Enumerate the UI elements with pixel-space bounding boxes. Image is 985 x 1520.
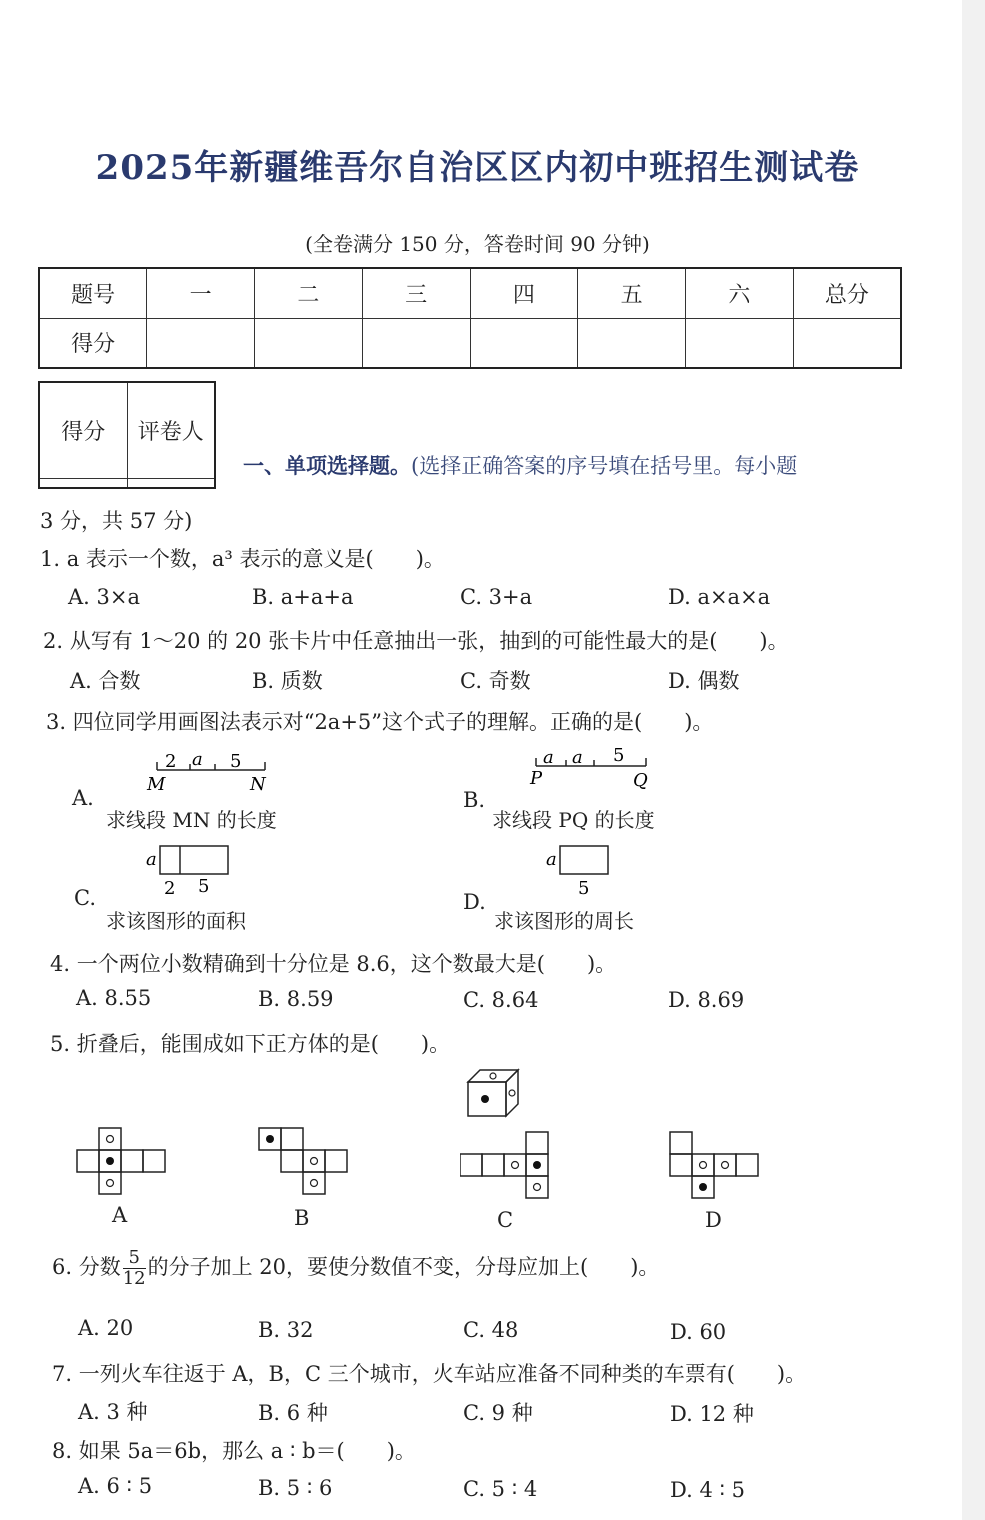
cube-reference-diagram xyxy=(460,1062,530,1122)
question-3-stem: 3. 四位同学用画图法表示对“2a+5”这个式子的理解。正确的是( )。 xyxy=(46,710,714,734)
score-cell[interactable] xyxy=(147,318,255,368)
score-header-cell: 四 xyxy=(470,268,578,318)
score-cell[interactable] xyxy=(578,318,686,368)
segment-pq-diagram xyxy=(528,744,658,794)
cube-net-d[interactable] xyxy=(666,1128,761,1203)
question-2-option-b[interactable]: B. 质数 xyxy=(252,669,323,693)
segment-mn-diagram xyxy=(145,748,275,798)
question-2-option-c[interactable]: C. 奇数 xyxy=(460,669,531,693)
cube-net-a[interactable] xyxy=(75,1122,170,1197)
question-5-option-c[interactable]: C xyxy=(497,1208,514,1232)
question-4-option-c[interactable]: C. 8.64 xyxy=(463,988,539,1012)
page-edge-shadow xyxy=(962,0,985,1520)
question-3-caption-b: 求线段 PQ 的长度 xyxy=(492,808,655,832)
question-5-option-d[interactable]: D xyxy=(705,1208,722,1232)
question-5-stem: 5. 折叠后，能围成如下正方体的是( )。 xyxy=(50,1032,451,1056)
question-4-option-a[interactable]: A. 8.55 xyxy=(76,986,152,1010)
grader-table xyxy=(38,381,216,489)
question-5-option-b[interactable]: B xyxy=(294,1206,310,1230)
question-7-option-b[interactable]: B. 6 种 xyxy=(258,1401,328,1425)
score-header-cell: 总分 xyxy=(793,268,901,318)
question-6-option-c[interactable]: C. 48 xyxy=(463,1318,519,1342)
question-3-caption-a: 求线段 MN 的长度 xyxy=(106,808,277,832)
segment-label: a xyxy=(572,747,583,768)
fraction-numerator: 5 xyxy=(123,1248,146,1269)
question-3-caption-c: 求该图形的面积 xyxy=(106,909,246,933)
question-7-option-c[interactable]: C. 9 种 xyxy=(463,1401,533,1425)
question-4-option-b[interactable]: B. 8.59 xyxy=(258,987,334,1011)
question-4-stem: 4. 一个两位小数精确到十分位是 8.6，这个数最大是( )。 xyxy=(50,952,617,976)
question-1-stem: 1. a 表示一个数，a³ 表示的意义是( )。 xyxy=(40,547,445,571)
cube-net-b[interactable] xyxy=(255,1124,350,1199)
fraction xyxy=(123,1248,146,1289)
grader-score-cell[interactable] xyxy=(39,478,127,488)
score-header-cell: 题号 xyxy=(39,268,147,318)
question-3-option-d[interactable]: D. xyxy=(463,890,486,914)
score-header-cell: 三 xyxy=(362,268,470,318)
cube-net-c[interactable] xyxy=(460,1128,555,1203)
question-8-option-c[interactable]: C. 5 ∶ 4 xyxy=(463,1477,538,1501)
segment-label: a xyxy=(543,747,554,768)
question-6-stem-post: 的分子加上 20，要使分数值不变，分母应加上( )。 xyxy=(147,1255,660,1279)
question-3-option-c[interactable]: C. xyxy=(74,886,96,910)
question-8-stem: 8. 如果 5a＝6b，那么 a ∶ b＝( )。 xyxy=(52,1439,416,1463)
question-1-option-c[interactable]: C. 3+a xyxy=(460,585,533,609)
question-1-option-d[interactable]: D. a×a×a xyxy=(668,585,771,609)
rectangle-perimeter-diagram xyxy=(540,840,620,900)
exam-subtitle: (全卷满分 150 分，答卷时间 90 分钟) xyxy=(305,232,650,256)
question-6-option-b[interactable]: B. 32 xyxy=(258,1318,314,1342)
question-3-option-a[interactable]: A. xyxy=(72,786,94,810)
question-2-option-d[interactable]: D. 偶数 xyxy=(668,669,740,693)
score-cell[interactable] xyxy=(470,318,578,368)
section-heading xyxy=(243,450,797,480)
bottom-label: 2 xyxy=(164,878,176,899)
segment-label: 5 xyxy=(230,751,242,772)
section-title: 一、单项选择题。 xyxy=(243,453,411,478)
question-6-option-a[interactable]: A. 20 xyxy=(78,1316,134,1340)
question-8-option-a[interactable]: A. 6 ∶ 5 xyxy=(78,1474,153,1498)
score-table xyxy=(38,267,902,369)
segment-label: a xyxy=(192,749,203,770)
segment-label: 5 xyxy=(613,745,625,766)
side-label: a xyxy=(546,849,557,870)
score-row-label: 得分 xyxy=(39,318,147,368)
endpoint-label: P xyxy=(530,768,543,789)
section-note-cont: 3 分，共 57 分) xyxy=(40,509,193,533)
score-header-cell: 五 xyxy=(578,268,686,318)
score-cell[interactable] xyxy=(255,318,363,368)
question-8-option-b[interactable]: B. 5 ∶ 6 xyxy=(258,1476,333,1500)
grader-name-label: 评卷人 xyxy=(127,382,215,478)
question-6-stem-pre: 6. 分数 xyxy=(52,1255,121,1279)
endpoint-label: Q xyxy=(633,770,648,791)
question-1-option-a[interactable]: A. 3×a xyxy=(68,585,140,609)
side-label: a xyxy=(146,849,157,870)
question-8-option-d[interactable]: D. 4 ∶ 5 xyxy=(670,1478,745,1502)
segment-label: 2 xyxy=(165,751,177,772)
question-3-caption-d: 求该图形的周长 xyxy=(494,909,634,933)
bottom-label: 5 xyxy=(198,876,210,897)
endpoint-label: M xyxy=(147,774,166,795)
exam-title: 2025年新疆维吾尔自治区区内初中班招生测试卷 xyxy=(95,148,860,188)
section-note: (选择正确答案的序号填在括号里。每小题 xyxy=(411,454,798,478)
score-header-cell: 二 xyxy=(255,268,363,318)
question-7-option-a[interactable]: A. 3 种 xyxy=(78,1400,148,1424)
question-7-option-d[interactable]: D. 12 种 xyxy=(670,1402,754,1426)
rectangle-area-diagram xyxy=(142,840,242,900)
score-cell[interactable] xyxy=(362,318,470,368)
question-6-stem xyxy=(52,1248,659,1289)
question-2-stem: 2. 从写有 1～20 的 20 张卡片中任意抽出一张，抽到的可能性最大的是( )。 xyxy=(43,629,789,653)
score-cell[interactable] xyxy=(686,318,794,368)
question-6-option-d[interactable]: D. 60 xyxy=(670,1320,727,1344)
endpoint-label: N xyxy=(250,774,266,795)
question-1-option-b[interactable]: B. a+a+a xyxy=(252,585,354,609)
fraction-denominator: 12 xyxy=(122,1268,146,1289)
score-cell[interactable] xyxy=(793,318,901,368)
score-header-cell: 六 xyxy=(686,268,794,318)
question-5-option-a[interactable]: A xyxy=(112,1203,128,1227)
question-2-option-a[interactable]: A. 合数 xyxy=(70,669,141,693)
grader-name-cell[interactable] xyxy=(127,478,215,488)
score-header-cell: 一 xyxy=(147,268,255,318)
question-4-option-d[interactable]: D. 8.69 xyxy=(668,988,745,1012)
grader-score-label: 得分 xyxy=(39,382,127,478)
question-3-option-b[interactable]: B. xyxy=(463,788,486,812)
bottom-label: 5 xyxy=(578,878,590,899)
question-7-stem: 7. 一列火车往返于 A，B，C 三个城市，火车站应准备不同种类的车票有( )。 xyxy=(52,1362,807,1386)
